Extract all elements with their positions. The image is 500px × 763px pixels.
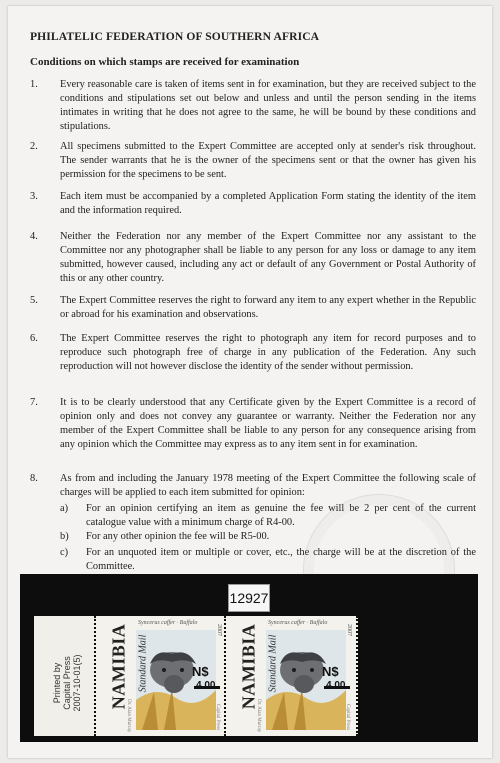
subitem-label: a) [60,503,69,514]
condition-text: The Expert Committee reserves the right to photograph any item for record purposes and to reproduce such photograph free of charge in any publication of the Federation. Any such reproduction will not however disclose the identity of the sender without permission. [60,333,476,372]
condition-text: Neither the Federation nor any member of the Expert Committee nor any assistant to the Committee nor any photographer shall be liable to any person for any loss or damage to any item submitted, however caused, including any act or default of any Government or Postal Authority of this or any other country. [60,231,476,284]
issue-year: 2007 [346,624,352,636]
obliterating-bar [194,686,220,689]
subitem-text: For an opinion certifying an item as genuine the fee will be 2 per cent of the current catalogue value with a minimum charge of R4-00. [86,503,476,528]
condition-number: 5. [30,295,38,306]
designer-credit: Dr. Alan Murray [126,698,131,732]
issue-year: 2007 [216,624,222,636]
stamp-strip-mount [20,574,478,742]
condition-number: 4. [30,231,38,242]
country-name: NAMIBIA [108,623,129,710]
condition-text: It is to be clearly understood that any Certificate given by the Expert Committee is a record of opinion only and does not convey any guarantee or warranty. Neither the Federation nor any member of the Expert Committee shall be liable to any person for any consequence arising from any opinion which the Committee may express as to any item sent in for examination. [60,397,476,450]
condition-number: 2. [30,141,38,152]
stamp-1 [94,616,228,736]
species-label: Syncerus caffer · Buffalo [268,620,328,626]
condition-text: The Expert Committee reserves the right to forward any item to any expert whether in the Republic or abroad for his examination and observations. [60,295,476,320]
document-title: PHILATELIC FEDERATION OF SOUTHERN AFRICA [30,30,320,43]
subitem-label: b) [60,531,69,542]
condition-text: Every reasonable care is taken of items sent in for examination, but they are received subject to the conditions and stipulations set out below and unless and until the person sending in the items intimates in writing that he does not agree to the same, he will be bound by these conditions and stipulations. [60,79,476,132]
country-name: NAMIBIA [238,623,259,710]
condition-number: 6. [30,333,38,344]
imprint-line: Capital Press [62,656,72,710]
reference-number-tag: 12927 [228,584,270,612]
subitem-label: c) [60,547,69,558]
printer-credit: Capital Press [215,703,220,730]
imprint-line: 2007-10-01(5) [72,654,82,712]
condition-number: 8. [30,473,38,484]
currency-surcharge: N$ [322,664,339,679]
species-label: Syncerus caffer · Buffalo [138,620,198,626]
condition-number: 3. [30,191,38,202]
subitem-text: For an unquoted item or multiple or cover, etc., the charge will be at the discretion of the Committee. [86,547,476,572]
sheet-selvage [34,616,94,736]
stamp-2 [224,616,358,736]
printer-credit: Capital Press [345,703,350,730]
subitem-text: For any other opinion the fee will be R5-00. [86,531,270,542]
condition-text: As from and including the January 1978 meeting of the Expert Committee the following scale of charges will be applied to each item submitted for opinion: [60,473,476,498]
obliterating-bar [324,686,350,689]
printer-imprint [52,623,82,743]
mail-class: Standard Mail [267,634,279,693]
condition-text: Each item must be accompanied by a completed Application Form stating the identity of the item and the information required. [60,191,476,216]
currency-surcharge: N$ [192,664,209,679]
imprint-line: Printed by [52,662,62,704]
condition-number: 7. [30,397,38,408]
condition-text: All specimens submitted to the Expert Committee are accepted only at sender's risk throughout. The sender warrants that he is the owner of the specimens sent or that the owner has given his permission for the specimens to be sent. [60,141,476,180]
designer-credit: Dr. Alan Murray [256,698,261,732]
document-subtitle: Conditions on which stamps are received for examination [30,56,300,68]
mail-class: Standard Mail [137,634,149,693]
condition-number: 1. [30,79,38,90]
